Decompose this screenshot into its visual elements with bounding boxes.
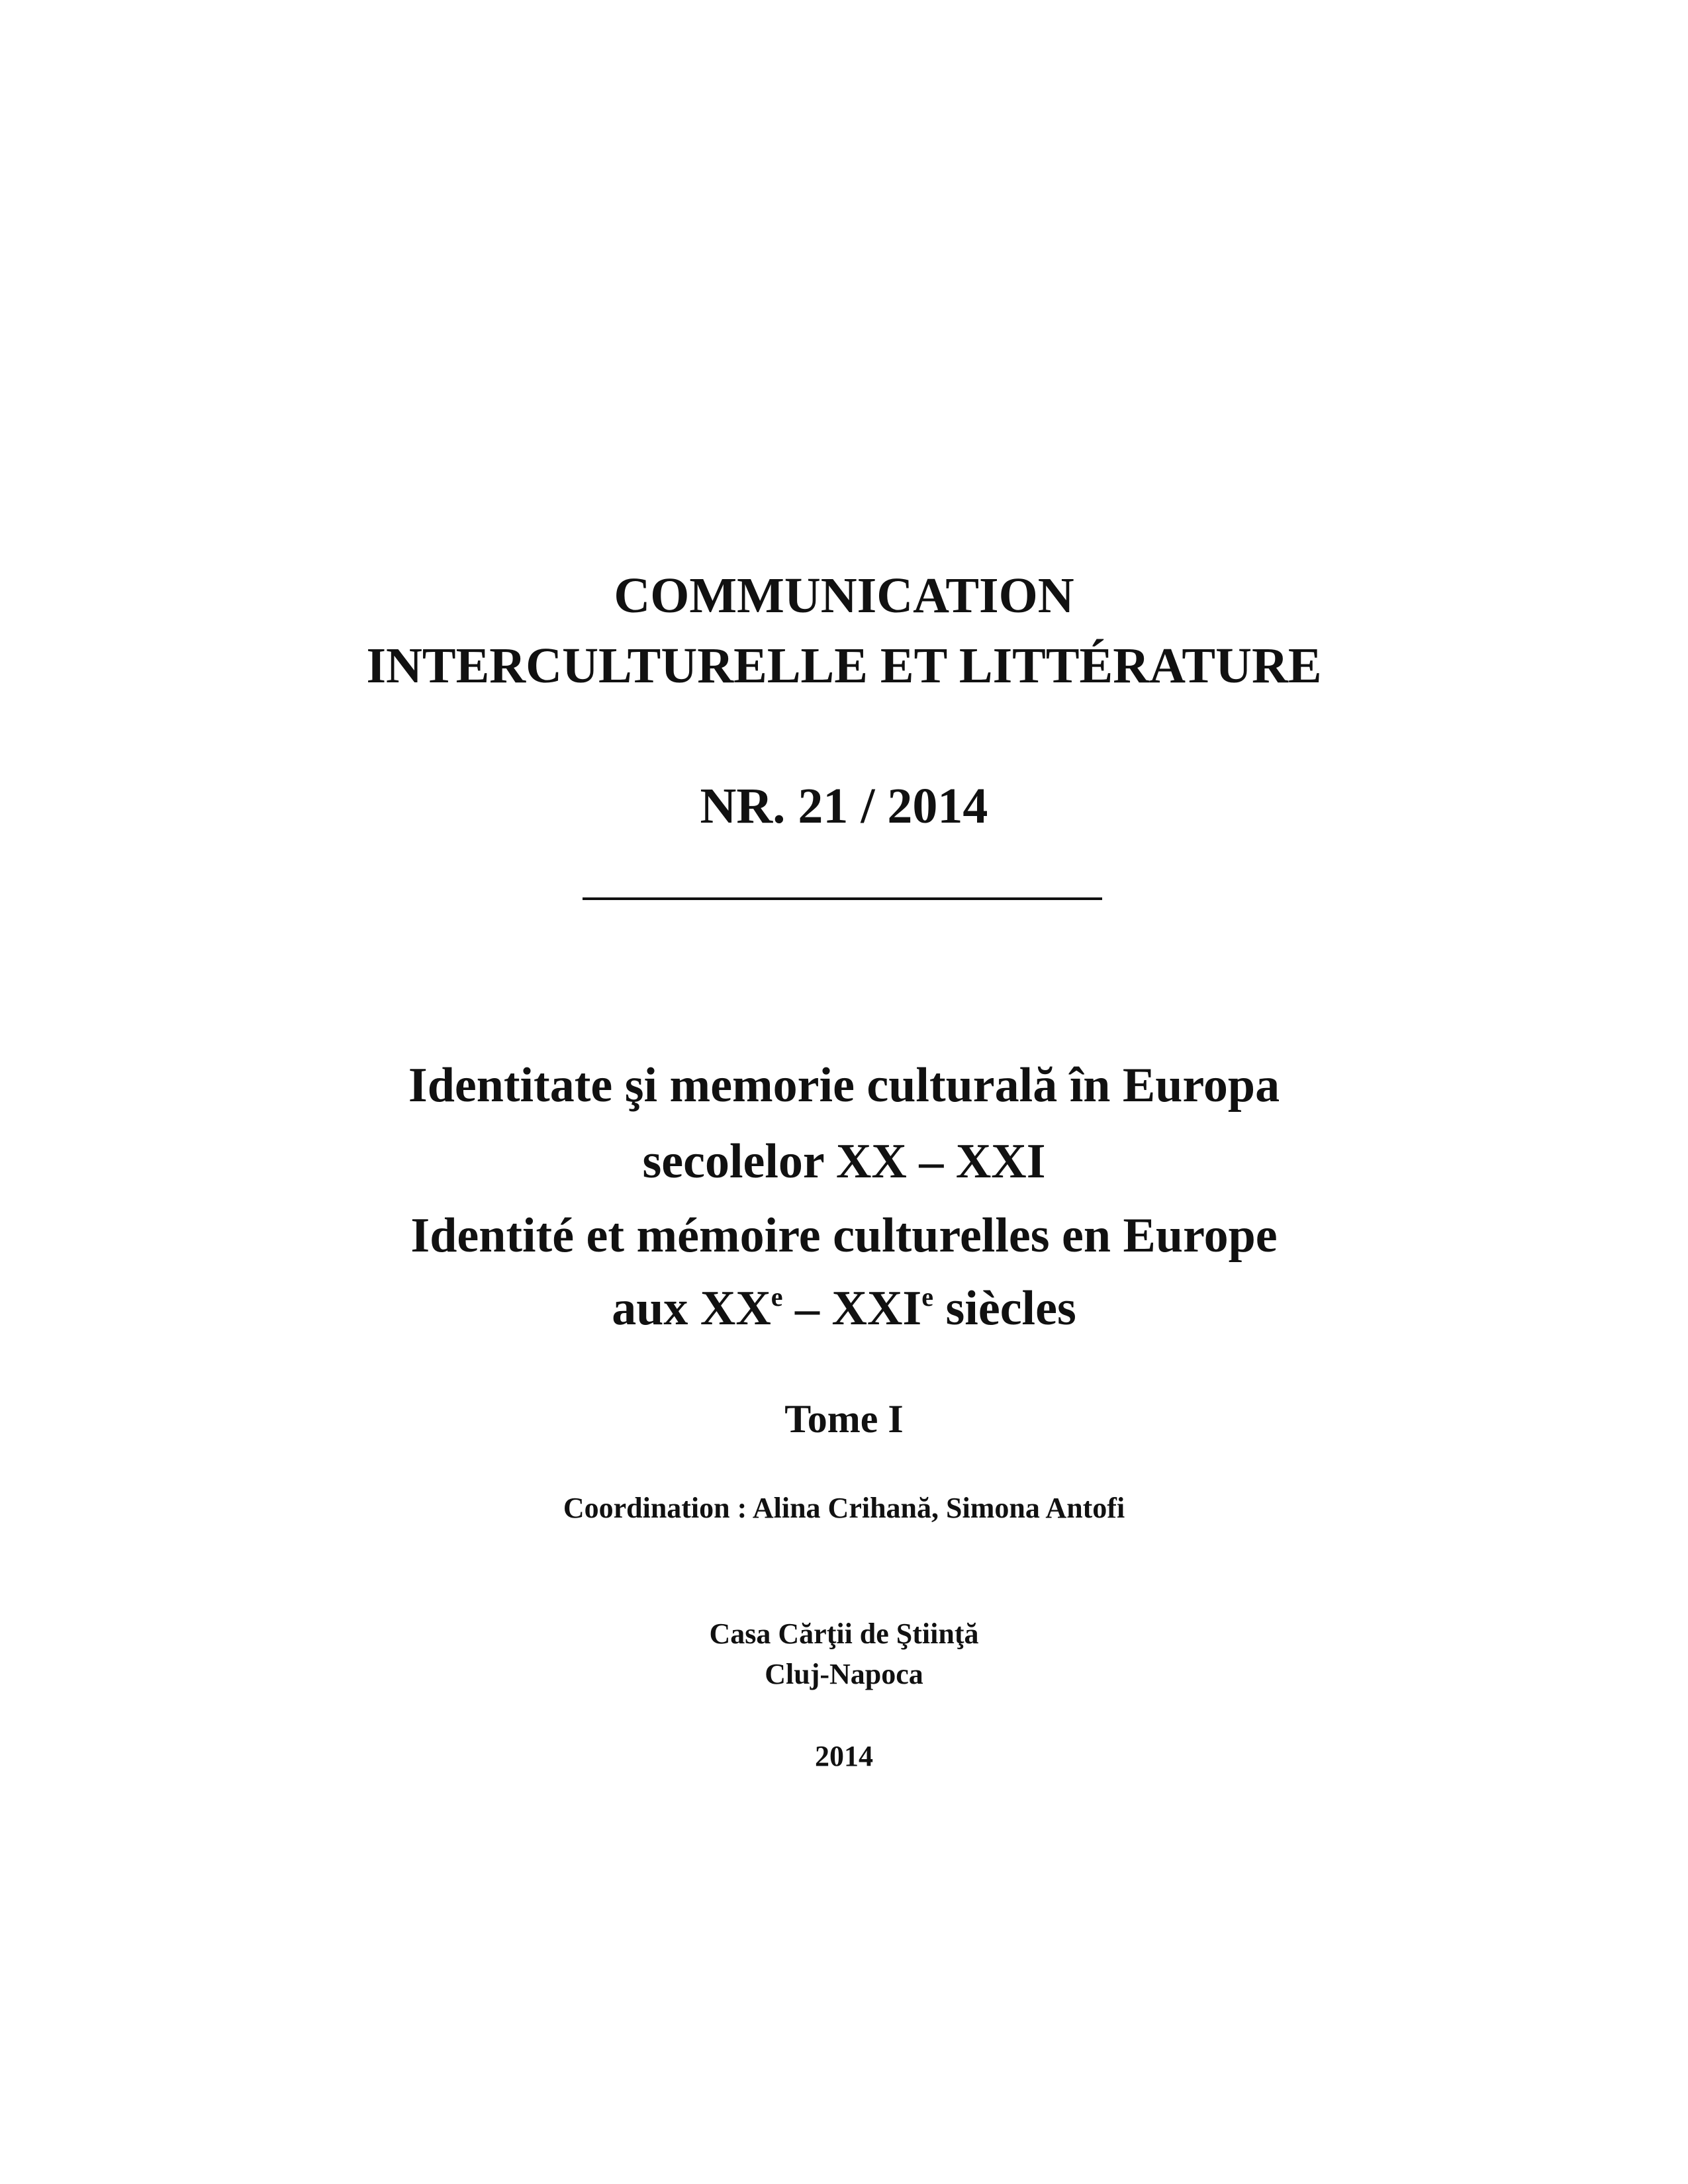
title-french-line-2: [0, 1281, 1688, 1336]
coordination-credits: Coordination : Alina Crihană, Simona Antofi: [563, 1492, 1125, 1524]
horizontal-divider: [583, 897, 1102, 900]
title-romanian-line-1: Identitate şi memorie culturală în Europa: [408, 1058, 1280, 1113]
journal-title-line-2: INTERCULTURELLE ET LITTÉRATURE: [366, 638, 1322, 694]
journal-title-line-1: COMMUNICATION: [614, 568, 1074, 623]
title-romanian-line-2: secolelor XX – XXI: [642, 1134, 1046, 1189]
superscript-e-2: e: [921, 1282, 933, 1312]
title-french-text-part-1: aux XX: [612, 1281, 771, 1336]
title-french-line-1: Identité et mémoire culturelles en Europe: [410, 1208, 1278, 1263]
publication-year: 2014: [815, 1740, 873, 1772]
volume-label: Tome I: [784, 1397, 904, 1441]
publisher-city: Cluj-Napoca: [765, 1658, 923, 1690]
title-french-text-part-2: – XXI: [782, 1281, 922, 1336]
superscript-e-1: e: [771, 1282, 783, 1312]
issue-number: NR. 21 / 2014: [700, 778, 988, 834]
publisher-name: Casa Cărţii de Ştiinţă: [709, 1617, 979, 1650]
title-french-text-part-3: siècles: [933, 1281, 1076, 1336]
